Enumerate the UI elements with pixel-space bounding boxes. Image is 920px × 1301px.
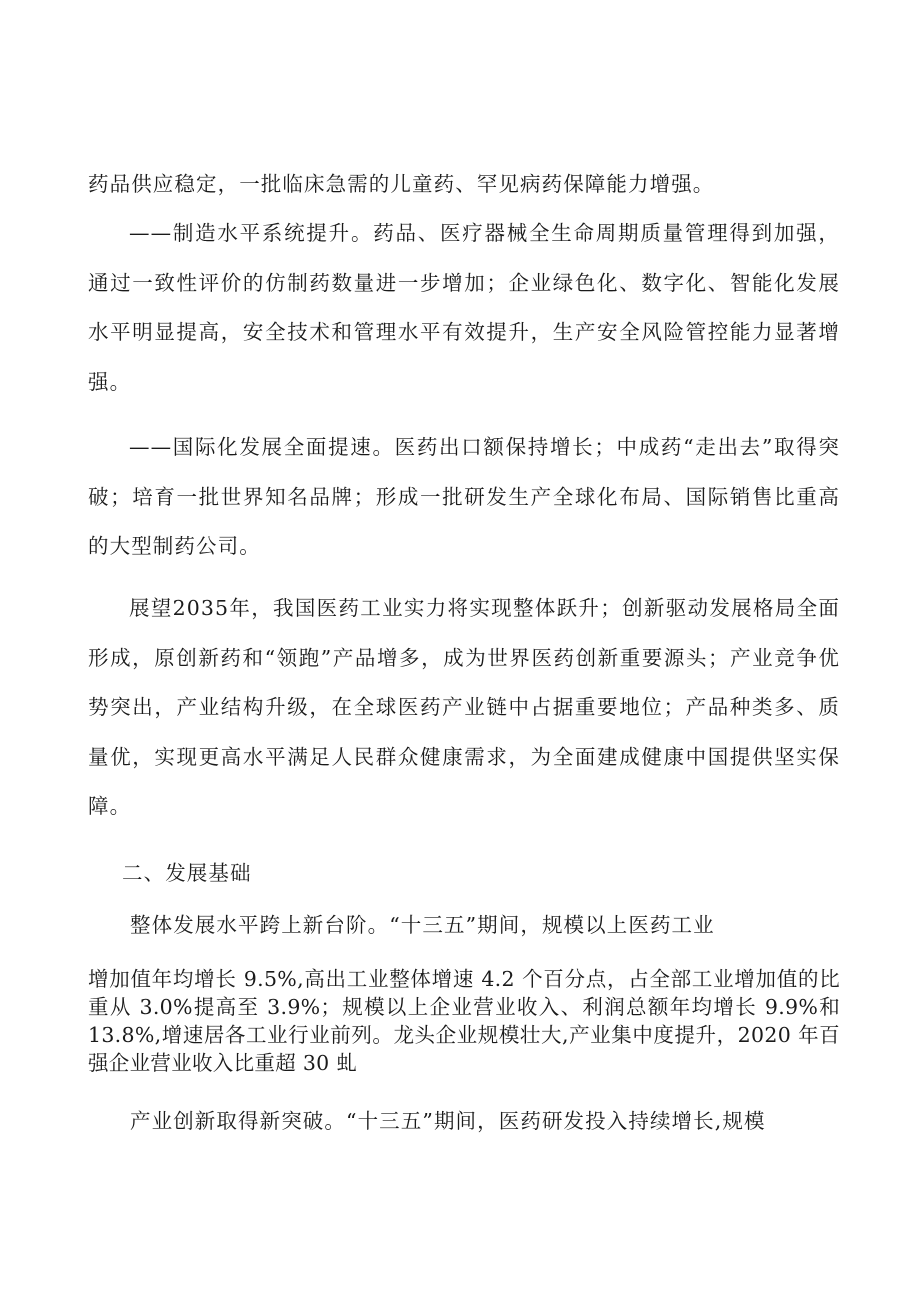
paragraph-overall-rest: 增加值年均增长 9.5%,高出工业整体增速 4.2 个百分点，占全部工业增加值的比重从 3.0%提高至 3.9%；规模以上企业营业收入、利润总额年均增长 9.9%和 13.8%,增速居各工业行业前列。龙头企业规模壮大,产业集中度提升，2020 年百强企业营业收入比重超 30 虬 bbox=[88, 967, 840, 1075]
paragraph-supply: 药品供应稳定，一批临床急需的儿童药、罕见病药保障能力增强。 bbox=[88, 172, 715, 196]
paragraph-outlook-2035: 展望2035年，我国医药工业实力将实现整体跃升；创新驱动发展格局全面形成，原创新药和“领跑”产品增多，成为世界医药创新重要源头；产业竞争优势突出，产业结构升级，在全球医药产业链中占据重要地位；产品种类多、质量优，实现更高水平满足人民群众健康需求，为全面建成健康中国提供坚实保障。 bbox=[88, 596, 840, 818]
paragraph-innovation: 产业创新取得新突破。“十三五”期间，医药研发投入持续增长,规模 bbox=[130, 1109, 766, 1133]
paragraph-overall-line1: 整体发展水平跨上新台阶。“十三五”期间，规模以上医药工业 bbox=[130, 913, 715, 937]
paragraph-internationalization: ——国际化发展全面提速。医药出口额保持增长；中成药“走出去”取得突破；培育一批世界知名品牌；形成一批研发生产全球化布局、国际销售比重高的大型制药公司。 bbox=[88, 435, 840, 558]
paragraph-manufacturing: ——制造水平系统提升。药品、医疗器械全生命周期质量管理得到加强，通过一致性评价的仿制药数量进一步增加；企业绿色化、数字化、智能化发展水平明显提高，安全技术和管理水平有效提升，生产安全风险管控能力显著增强。 bbox=[88, 221, 840, 394]
section-heading: 二、发展基础 bbox=[122, 861, 252, 885]
